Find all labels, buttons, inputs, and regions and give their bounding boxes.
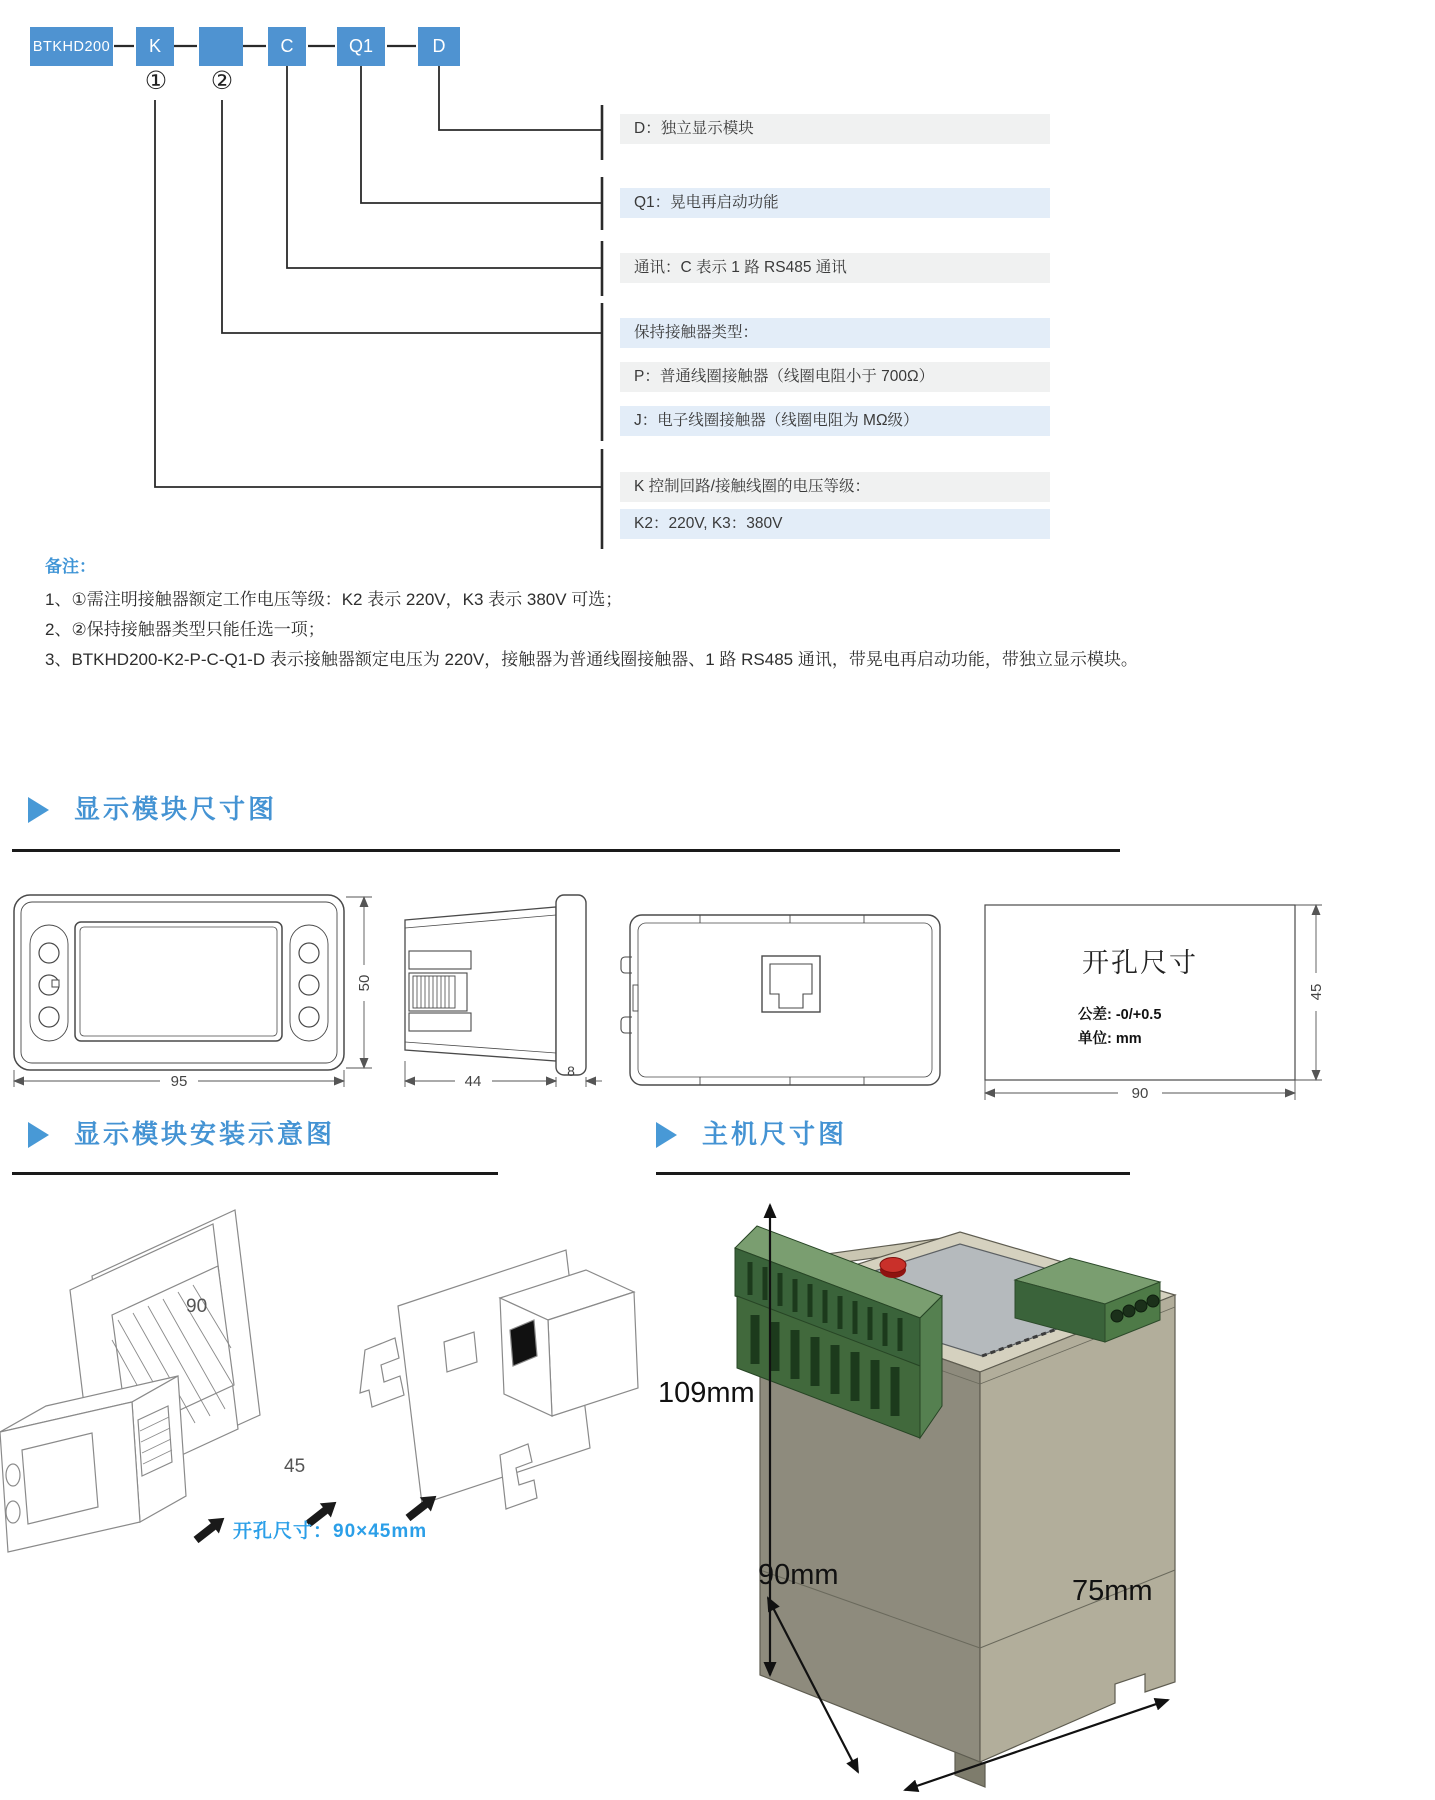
cutout-tolerance: 公差: -0/+0.5 — [1078, 1007, 1162, 1023]
model-code-box-prefix: BTKHD200 — [30, 27, 113, 66]
callout-k: K 控制回路/接触线圈的电压等级： — [620, 472, 1050, 502]
reset-button — [880, 1258, 906, 1279]
display-side-view — [405, 895, 586, 1075]
dim-host-height: 109mm — [658, 1377, 755, 1409]
note-item-2: 2、②保持接触器类型只能任选一项； — [45, 620, 325, 639]
mounting-clip — [360, 1338, 404, 1407]
section-triangle-icon — [28, 1122, 49, 1148]
dim-host-depth: 90mm — [758, 1559, 839, 1591]
model-code-box-blank — [199, 27, 243, 66]
callout-contactor-type: 保持接触器类型： — [620, 318, 1050, 348]
circled-marker-2: ② — [210, 67, 234, 95]
host-unit-3d-drawing — [620, 1180, 1435, 1800]
section-underline — [656, 1172, 1130, 1175]
display-front-view — [14, 895, 344, 1070]
cutout-unit: 单位: mm — [1078, 1031, 1142, 1047]
dim-install-height: 45 — [284, 1456, 306, 1477]
notes-title: 备注： — [45, 557, 96, 576]
callout-leader-lines — [155, 66, 602, 487]
dim-front-width: 95 — [170, 1073, 188, 1090]
dim-cutout-width: 90 — [1131, 1085, 1149, 1100]
dim-side-depth: 44 — [464, 1073, 482, 1090]
cutout-title: 开孔尺寸 — [1082, 948, 1198, 978]
note-item-1: 1、①需注明接触器额定工作电压等级：K2 表示 220V，K3 表示 380V 可选； — [45, 590, 623, 609]
section-title-display-size: 显示模块尺寸图 — [74, 794, 278, 824]
model-code-box-q1: Q1 — [337, 27, 385, 66]
right-face — [980, 1295, 1175, 1762]
model-code-box-k: K — [136, 27, 174, 66]
dim-side-bezel: 8 — [567, 1063, 575, 1079]
section-triangle-icon — [28, 797, 49, 823]
model-code-box-c: C — [268, 27, 306, 66]
dim-cutout-height: 45 — [1308, 983, 1325, 1001]
display-rear-view — [621, 915, 940, 1085]
dim-host-width: 75mm — [1072, 1575, 1153, 1607]
callout-p: P：普通线圈接触器（线圈电阻小于 700Ω） — [620, 362, 1050, 392]
install-cutout-caption: 开孔尺寸：90×45mm — [233, 1521, 428, 1542]
display-module-dimension-drawings — [0, 865, 1435, 1100]
circled-marker-1: ① — [144, 67, 168, 95]
section-triangle-icon — [656, 1122, 677, 1148]
callout-d: D：独立显示模块 — [620, 114, 1050, 144]
callout-j: J：电子线圈接触器（线圈电阻为 MΩ级） — [620, 406, 1050, 436]
callout-k2-k3: K2：220V, K3：380V — [620, 509, 1050, 539]
note-item-3: 3、BTKHD200-K2-P-C-Q1-D 表示接触器额定电压为 220V，接触器为普通线圈接触器、1 路 RS485 通讯，带晃电再启动功能，带独立显示模块。 — [45, 650, 1138, 669]
section-underline — [12, 1172, 498, 1175]
callout-comm: 通讯：C 表示 1 路 RS485 通讯 — [620, 253, 1050, 283]
model-code-box-d: D — [418, 27, 460, 66]
section-title-host-size: 主机尺寸图 — [702, 1119, 848, 1149]
section-underline — [12, 849, 1120, 852]
install-left-sketch — [0, 1210, 260, 1552]
install-right-sketch — [360, 1250, 638, 1509]
dim-front-height: 50 — [356, 974, 373, 992]
callout-q1: Q1：晃电再启动功能 — [620, 188, 1050, 218]
notes-block — [45, 552, 1380, 675]
cutout-size-drawing — [985, 905, 1325, 1100]
section-title-install: 显示模块安装示意图 — [74, 1119, 336, 1149]
side-bezel — [556, 895, 586, 1075]
dim-install-width: 90 — [186, 1296, 208, 1317]
